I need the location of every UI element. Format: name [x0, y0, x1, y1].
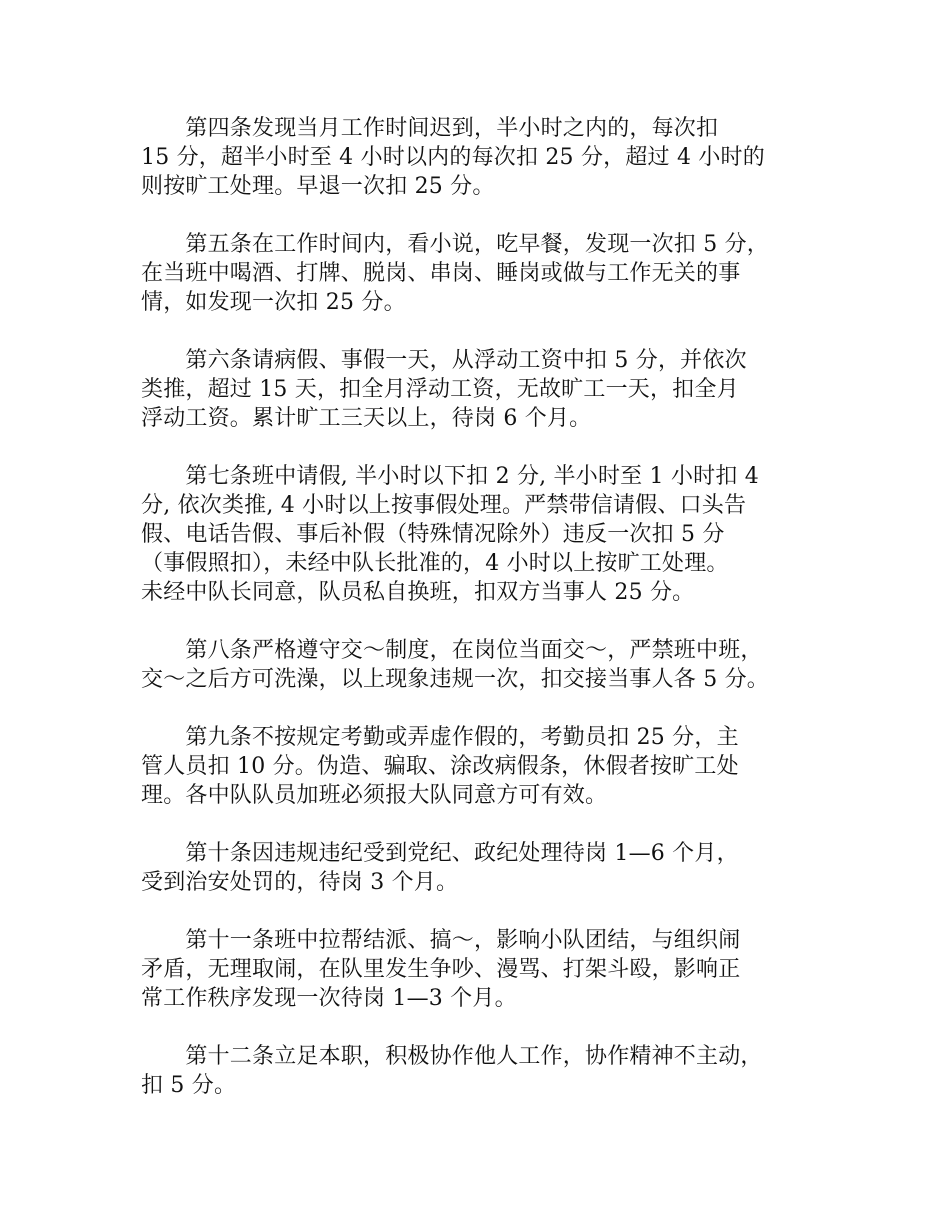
- article-9-paragraph: 第九条不按规定考勤或弄虚作假的，考勤员扣 25 分，主 管人员扣 10 分。伪造、骗取、涂改病假条，休假者按旷工处 理。各中队队员加班必须报大队同意方可有效。: [141, 725, 739, 808]
- article-12-paragraph: 第十二条立足本职，积极协作他人工作，协作精神不主动， 扣 5 分。: [141, 1044, 763, 1098]
- article-6-paragraph: 第六条请病假、事假一天，从浮动工资中扣 5 分，并依次 类推，超过 15 天，扣全月浮动工资，无故旷工一天，扣全月 浮动工资。累计旷工三天以上，待岗 6 个月。: [141, 348, 747, 431]
- article-4-paragraph: 第四条发现当月工作时间迟到，半小时之内的，每次扣 15 分，超半小时至 4 小时以内的每次扣 25 分，超过 4 小时的 则按旷工处理。早退一次扣 25 分。: [141, 116, 765, 199]
- article-11-paragraph: 第十一条班中拉帮结派、搞～，影响小队团结，与组织闹 矛盾，无理取闹，在队里发生争吵、漫骂、打架斗殴，影响正 常工作秩序发现一次待岗 1—3 个月。: [141, 928, 741, 1011]
- article-10-paragraph: 第十条因违规违纪受到党纪、政纪处理待岗 1—6 个月， 受到治安处罚的，待岗 3 个月。: [141, 841, 739, 895]
- article-7-paragraph: 第七条班中请假, 半小时以下扣 2 分, 半小时至 1 小时扣 4 分, 依次类推, 4 小时以上按事假处理。严禁带信请假、口头告 假、电话告假、事后补假（特殊情况除外）违反一次扣 5 分 （事假照扣），未经中队长批准的，4 小时以上按旷工处理。 未经中队长同意，队员私自换班，扣双方当事人 25 分。: [141, 464, 759, 605]
- document-body: [141, 114, 841, 1129]
- article-5-paragraph: 第五条在工作时间内，看小说，吃早餐，发现一次扣 5 分， 在当班中喝酒、打牌、脱岗、串岗、睡岗或做与工作无关的事 情，如发现一次扣 25 分。: [141, 232, 769, 315]
- article-8-paragraph: 第八条严格遵守交～制度，在岗位当面交～，严禁班中班， 交～之后方可洗澡，以上现象违规一次，扣交接当事人各 5 分。: [141, 638, 769, 692]
